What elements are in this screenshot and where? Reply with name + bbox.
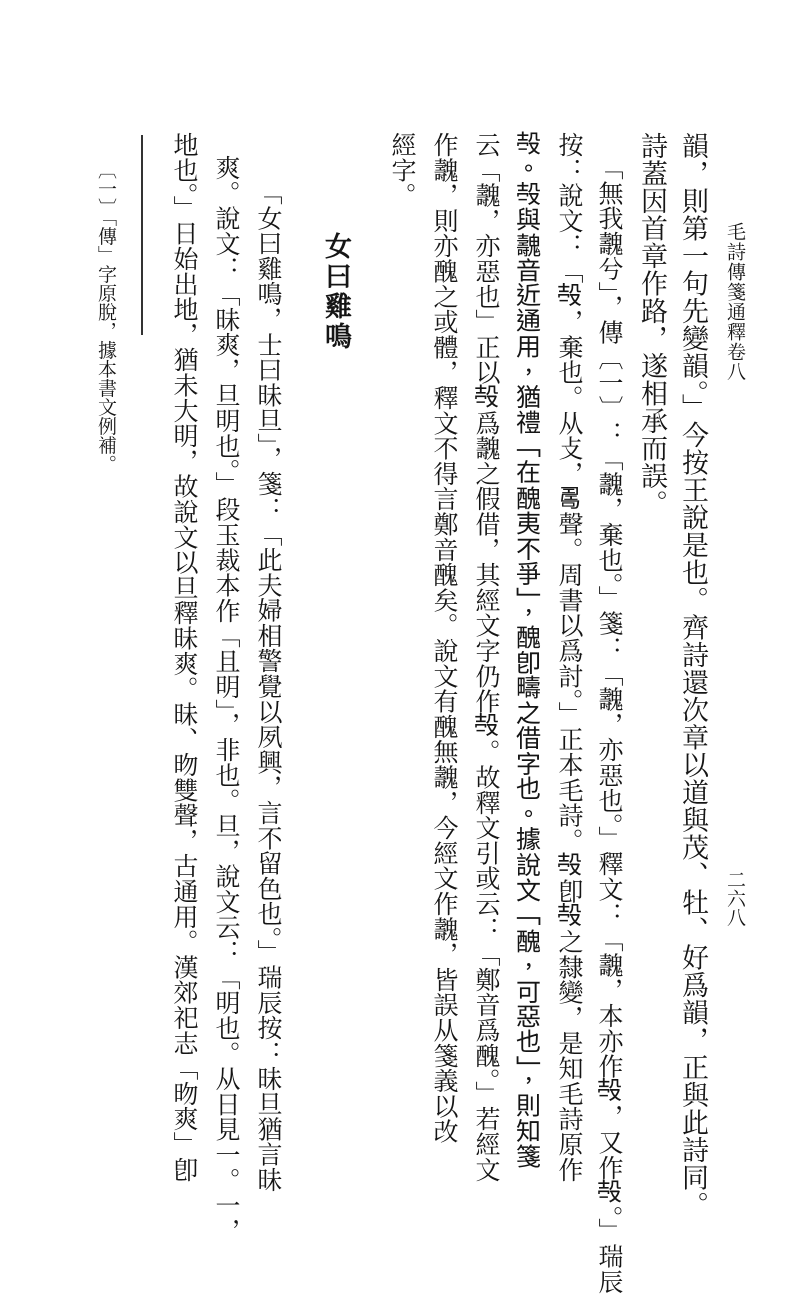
footnote: 〔一〕「傳」字原脫，據本書文例補。 — [95, 160, 117, 474]
section-title: 女曰雞鳴 — [320, 232, 351, 352]
page-number: 二六八 — [724, 870, 746, 927]
section-column-3: 地也。」日始出地，猶未大明，故說文以旦釋昧爽。昧、昒雙聲，古通用。漢郊祀志「昒爽」卽 — [170, 132, 199, 1183]
text-column-8: 經字。 — [388, 132, 417, 208]
text-column-5: 𣪊。𣪊與魗音近通用，猶禮「在醜夷不爭」，醜卽疇之借字也。據說文「醜，可惡也」，則知箋 — [514, 132, 543, 1170]
text-column-4: 按：說文：「𣪊，棄也。从攴，𠷎聲。周書以爲討。」正本毛詩。𣪊卽𣪊之隸變，是知毛詩原作 — [555, 132, 584, 1183]
text-column-3: 「無我魗兮」，傳〔一〕：「魗，棄也。」箋：「魗，亦惡也。」釋文：「魗，本亦作𣪊，又作𣪊。」瑞辰 — [595, 155, 624, 1294]
section-column-1: 「女曰雞鳴，士曰昧旦」，箋：「此夫婦相警覺以夙興，言不留色也。」瑞辰按：昧旦猶言昧 — [254, 180, 283, 1193]
text-column-6: 云「魗，亦惡也」正以𣪊爲魗之假借，其經文字仍作𣪊。故釋文引或云：「鄭音爲醜。」若經文 — [472, 132, 501, 1183]
text-column-7: 作魗，則亦醜之或體，釋文不得言鄭音醜矣。說文有醜無魗，今經文作魗，皆誤从箋義以改 — [430, 132, 459, 1144]
footnote-rule — [141, 135, 143, 335]
text-column-1: 韻，則第一句先變韻。」今按王說是也。齊詩還次章以道與茂、牡、好爲韻，正與此詩同。 — [677, 132, 708, 1219]
section-column-2: 爽。說文：「昧爽，旦明也。」段玉裁本作「且明」，非也。旦，說文云：「明也。从日見一。一， — [212, 155, 241, 1244]
running-header-title: 毛詩傳箋通釋卷八 — [724, 222, 746, 382]
text-column-2: 詩蓋因首章作路，遂相承而誤。 — [636, 132, 667, 517]
